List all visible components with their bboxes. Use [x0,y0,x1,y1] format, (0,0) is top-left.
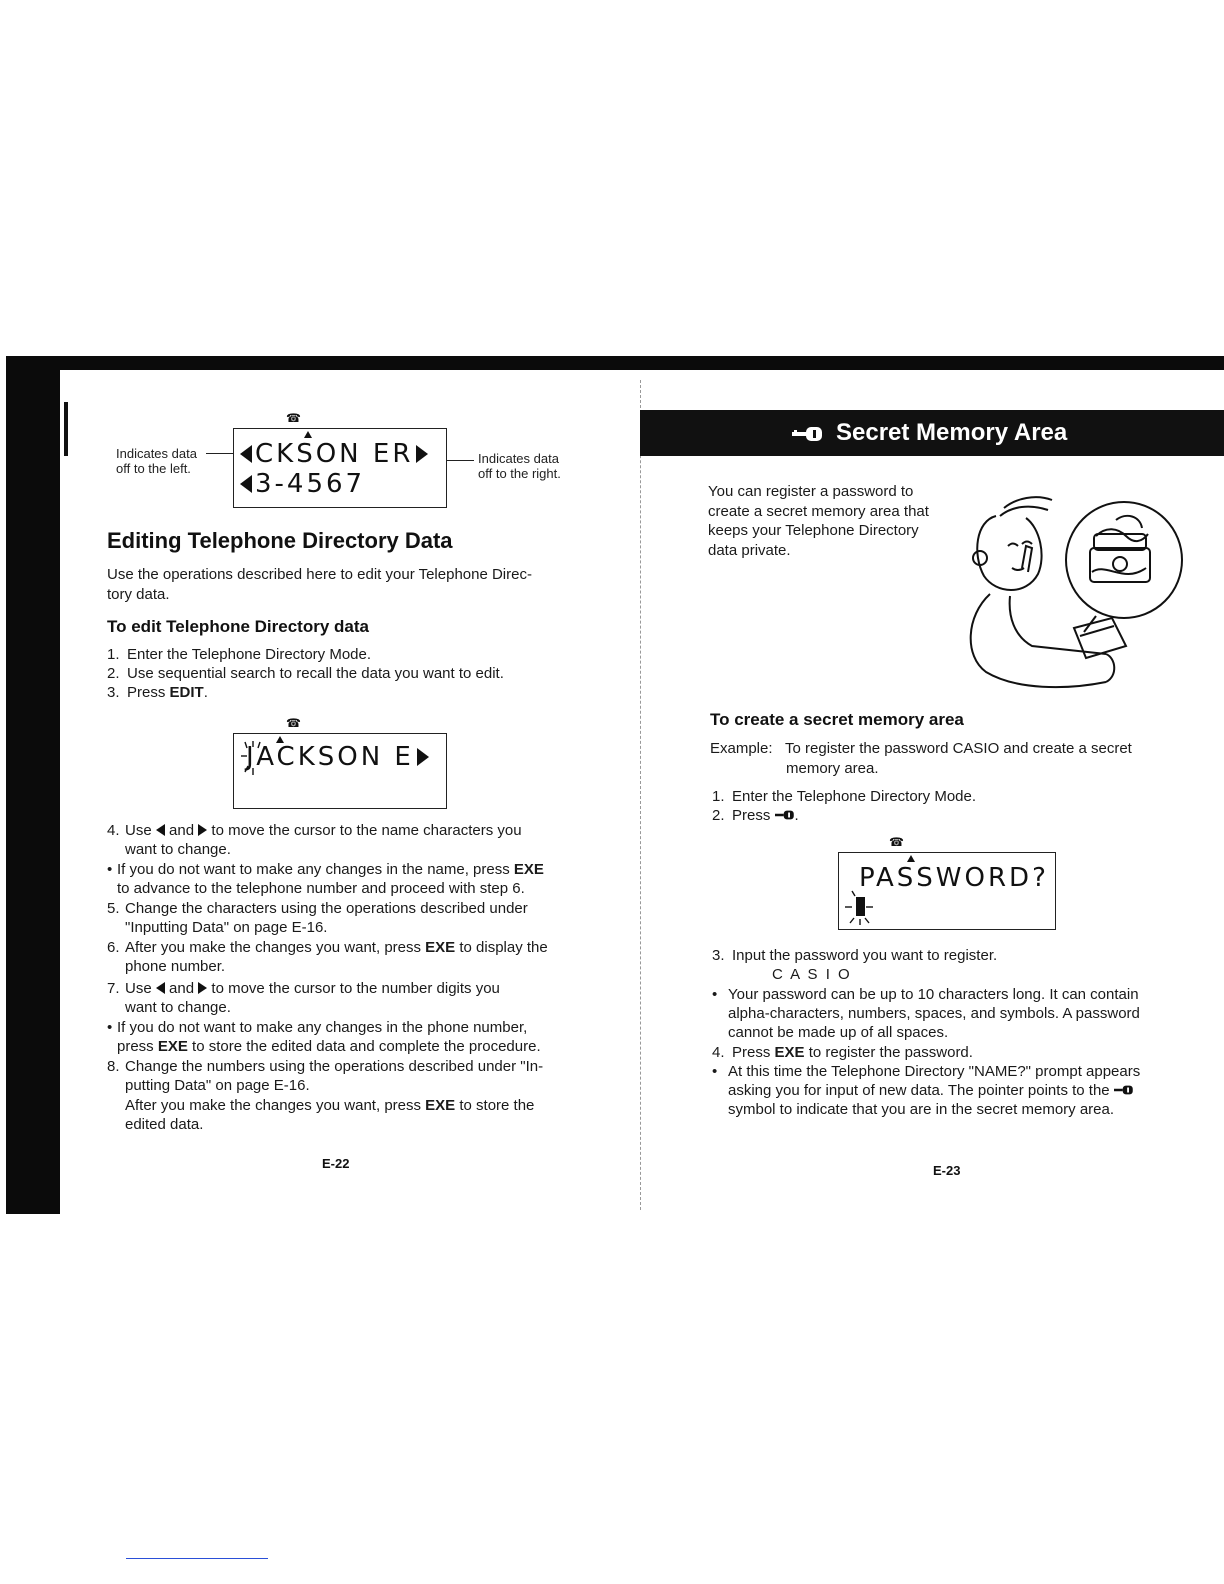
section-title: Editing Telephone Directory Data [107,528,453,553]
password-value: C A S I O [772,966,852,983]
step-number: 6. [107,939,120,956]
bullet-text-part: asking you for input of new data. The pointer points to the [728,1082,1110,1099]
bullet-continued: symbol to indicate that you are in the secret memory area. [728,1101,1115,1118]
step-number: 4. [107,822,120,839]
example-label: Example: [710,740,773,757]
step-text-part: After you make the changes you want, press [125,1097,426,1114]
page-gutter [640,380,641,1210]
step-text-part: Use [125,822,152,839]
left-arrow-key-icon [156,824,165,836]
step-text-part: Press [732,807,771,824]
step-text-part: Use [125,980,152,997]
step-text: Enter the Telephone Directory Mode. [732,788,977,805]
pointer-icon [907,855,915,862]
key-name: EXE [513,861,544,878]
left-indicator-note [116,446,236,476]
left-leader-line [206,453,234,454]
bullet-mark: • [107,861,113,878]
secret-key-icon [1114,1085,1134,1095]
step-number: 8. [107,1058,120,1075]
left-arrow-key-icon [156,982,165,994]
intro-line: You can register a password to [708,483,914,500]
bullet-text: Your password can be up to 10 characters long. It can contain [728,986,1139,1003]
step-text-part: Press [732,1044,775,1061]
example-continued: memory area. [786,760,879,777]
blink-rays-icon [842,885,876,927]
right-leader-line [446,460,474,461]
left-note-line2: off to the left. [116,461,191,476]
step-4-continued: want to change. [125,841,231,858]
underline-mark [126,1558,268,1559]
step-text: Enter the Telephone Directory Mode. [127,646,372,663]
step-number: 1. [712,788,725,805]
scroll-right-icon [417,748,429,766]
bullet-text-part: to store the edited data and complete the procedure. [187,1038,541,1055]
lcd-first-character: P [859,863,877,893]
step-number: 3. [107,684,120,701]
lcd-name-row [240,439,428,469]
key-name: EXE [157,1038,188,1055]
key-name: EXE [774,1044,805,1061]
step-5-continued: "Inputting Data" on page E-16. [125,919,328,936]
step-8-continued [125,1096,534,1116]
step-number: 1. [107,646,120,663]
step-text: Change the numbers using the operations described under "In- [125,1058,544,1075]
bullet-2-continued [117,1037,541,1057]
step-number: 4. [712,1044,725,1061]
scroll-left-icon [240,475,252,493]
step-8-continued: putting Data" on page E-16. [125,1077,310,1094]
page-number: E-23 [933,1163,961,1178]
step-number: 3. [712,947,725,964]
key-name: EDIT [169,684,204,701]
step-text-part: and [169,822,195,839]
step-number: 5. [107,900,120,917]
lcd-display-top [233,411,447,508]
lcd-edit-row [246,742,429,772]
bullet-text-part: press [117,1038,158,1055]
step-8-continued: edited data. [125,1116,204,1133]
step-7-continued: want to change. [125,999,231,1016]
right-note-line1: Indicates data [478,451,559,466]
left-note-line1: Indicates data [116,446,197,461]
step-text-part: to register the password. [804,1044,973,1061]
step-text: Change the characters using the operations described under [125,900,528,917]
step-text [732,1043,973,1063]
right-intro [708,482,958,560]
bullet-1-continued: to advance to the telephone number and proceed with step 6. [117,880,525,897]
bullet-mark: • [712,986,718,1003]
lcd-number-text: 3-4567 [255,469,366,499]
key-name: EXE [425,939,456,956]
bullet-mark: • [107,1019,113,1036]
page-number: E-22 [322,1156,350,1171]
right-indicator-note [478,451,598,481]
scroll-left-icon [240,445,252,463]
lcd-password-row [859,863,1049,893]
lcd-password-text: ASSWORD? [876,863,1049,893]
intro-line: Use the operations described here to edit your Telephone Direc- [107,566,532,583]
bullet-continued: alpha-characters, numbers, spaces, and symbols. A password [728,1005,1140,1022]
phone-icon: ☎ [889,835,904,849]
pointer-icon [304,431,312,438]
section-banner [640,410,1224,456]
right-arrow-key-icon [198,824,207,836]
step-text-part: . [203,684,208,701]
step-text [125,938,548,958]
lcd-number-row [240,469,365,499]
step-text-part: Press [127,684,170,701]
intro-line: create a secret memory area that [708,502,929,520]
step-number: 2. [712,807,725,824]
phone-icon: ☎ [286,411,301,425]
bullet-continued: cannot be made up of all spaces. [728,1024,949,1041]
right-note-line2: off to the right. [478,466,561,481]
step-text: Use sequential search to recall the data you want to edit. [127,665,504,682]
secret-illustration [956,476,1186,712]
step-text-part: to move the cursor to the number digits you [211,980,500,997]
intro-line: keeps your Telephone Directory [708,522,919,539]
step-text [125,821,522,841]
step-text-part: and [169,980,195,997]
step-text [127,683,208,703]
lcd-display-password [838,835,1056,930]
step-text-part: to store the [455,1097,535,1114]
phone-icon: ☎ [286,716,301,730]
intro-line: tory data. [107,585,170,603]
step-text-part: After you make the changes you want, press [125,939,426,956]
step-text: Input the password you want to register. [732,947,998,964]
step-number: 2. [107,665,120,682]
bullet-text [117,860,544,880]
secret-key-icon [775,810,795,820]
key-name: EXE [425,1097,456,1114]
bullet-mark: • [712,1063,718,1080]
lcd-display-edit [233,716,447,809]
bullet-text-part: If you do not want to make any changes in the name, press [117,861,514,878]
scan-top-border [6,356,1224,370]
step-text-part: to display the [455,939,548,956]
step-text [125,979,500,999]
lcd-edit-text: ACKSON E [256,742,414,772]
subheading: To edit Telephone Directory data [107,617,369,636]
step-text: Press . [732,807,799,824]
right-arrow-key-icon [198,982,207,994]
step-text-part: to move the cursor to the name characters you [211,822,522,839]
scan-mark [64,402,68,456]
bullet-text: If you do not want to make any changes in the phone number, [117,1019,528,1036]
secret-key-icon [792,426,824,442]
step-6-continued: phone number. [125,958,226,975]
lcd-name-text: CKSON ER [255,439,414,469]
banner-title: Secret Memory Area [836,419,1068,446]
cursor-character: J [246,742,257,772]
section-intro [107,565,587,604]
bullet-continued [728,1081,1134,1101]
step-number: 7. [107,980,120,997]
subheading: To create a secret memory area [710,710,964,729]
scroll-right-icon [416,445,428,463]
example-text: To register the password CASIO and create a secret [785,740,1132,757]
bullet-text: At this time the Telephone Directory "NAME?" prompt appears [728,1063,1141,1080]
intro-line: data private. [708,541,791,559]
scan-left-border [6,356,60,1214]
